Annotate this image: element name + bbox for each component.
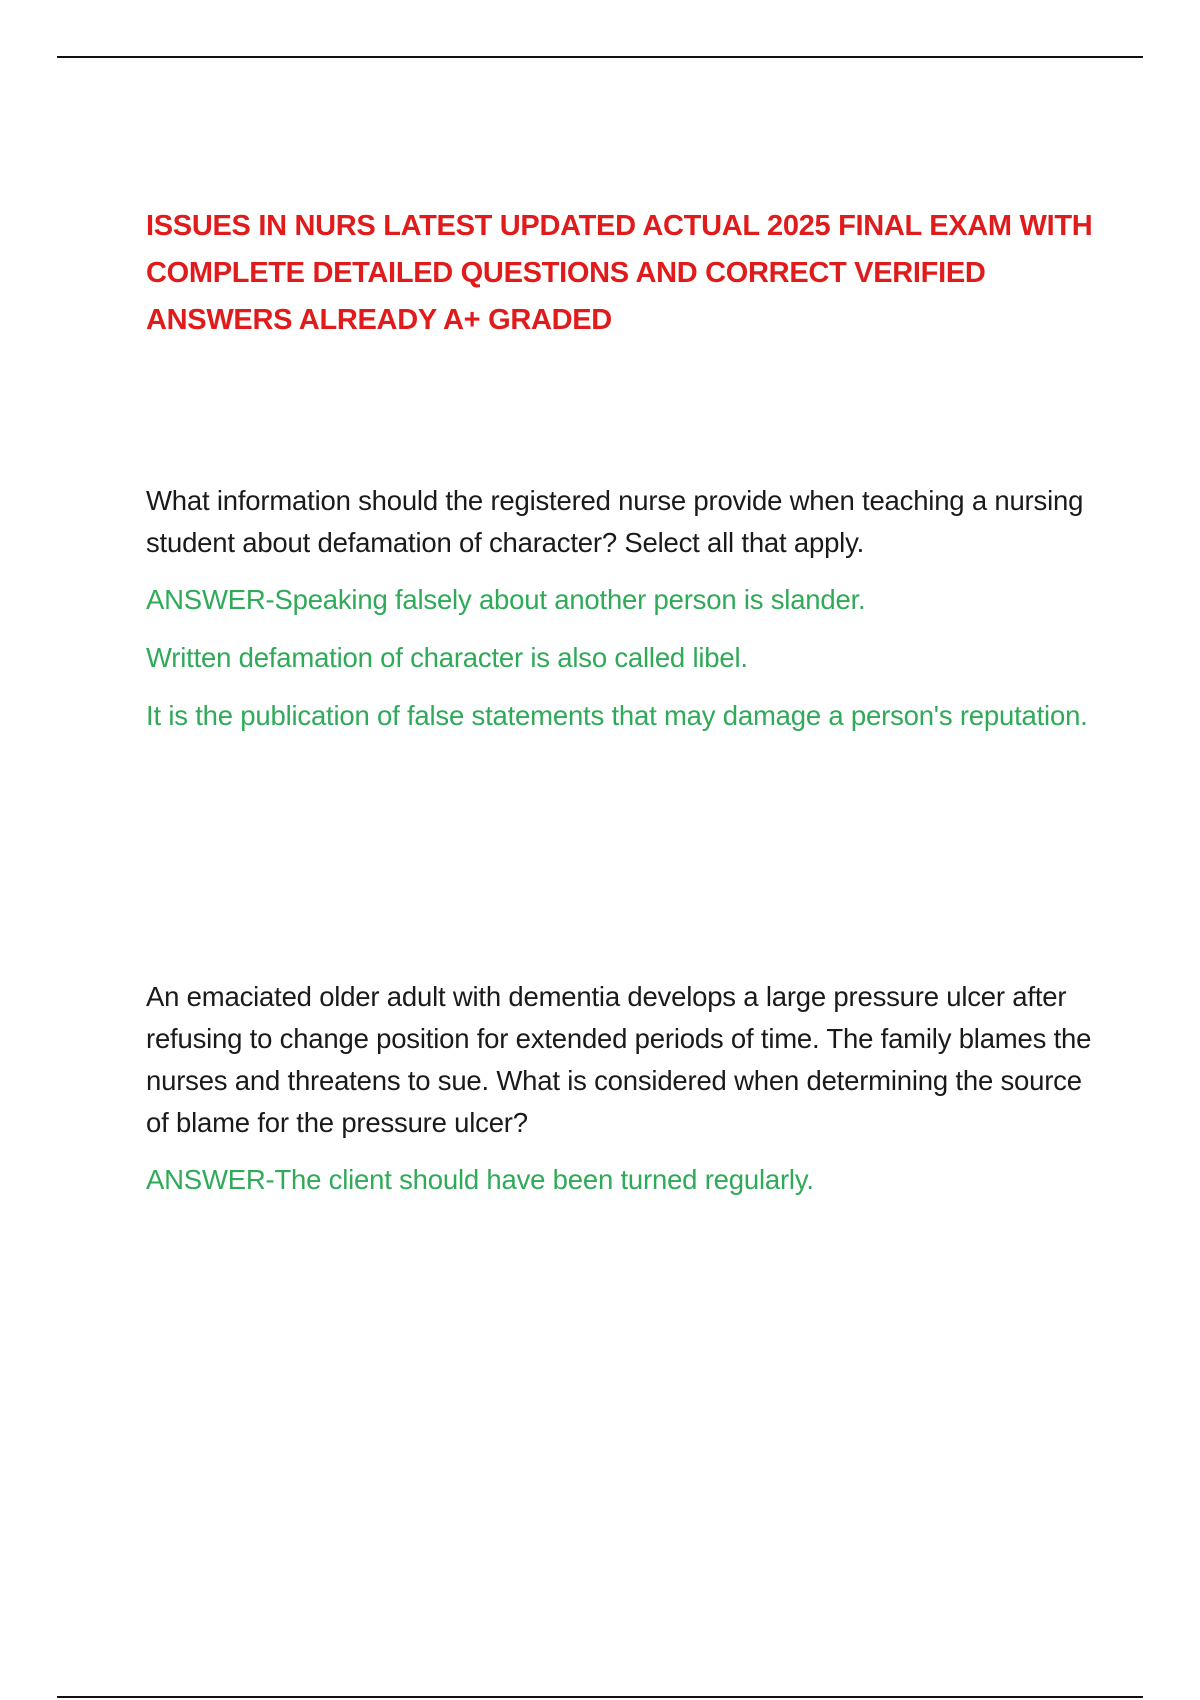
answer-text: ANSWER-The client should have been turned regularly. [146, 1164, 814, 1195]
question-block-1 [146, 480, 1106, 738]
answer-list [146, 578, 1106, 738]
answer-text: Written defamation of character is also called libel. [146, 642, 748, 673]
question-text: An emaciated older adult with dementia develops a large pressure ulcer after refusing to change position for extended periods of time. The family blames the nurses and threatens to sue. What is considered when determining the source of blame for the pressure ulcer? [146, 981, 1092, 1138]
answer-text: ANSWER-Speaking falsely about another person is slander. [146, 584, 866, 615]
answer-list [146, 1158, 1106, 1202]
answer-text: It is the publication of false statements that may damage a person's reputation. [146, 700, 1088, 731]
question-block-2 [146, 976, 1106, 1202]
footer-rule [57, 1696, 1143, 1698]
header-rule [57, 56, 1143, 58]
document-title: ISSUES IN NURS LATEST UPDATED ACTUAL 2025 FINAL EXAM WITH COMPLETE DETAILED QUESTIONS AND CORRECT VERIFIED ANSWERS ALREADY A+ GRADED [146, 210, 1093, 336]
question-text: What information should the registered nurse provide when teaching a nursing student about defamation of character? Select all that apply. [146, 485, 1084, 558]
